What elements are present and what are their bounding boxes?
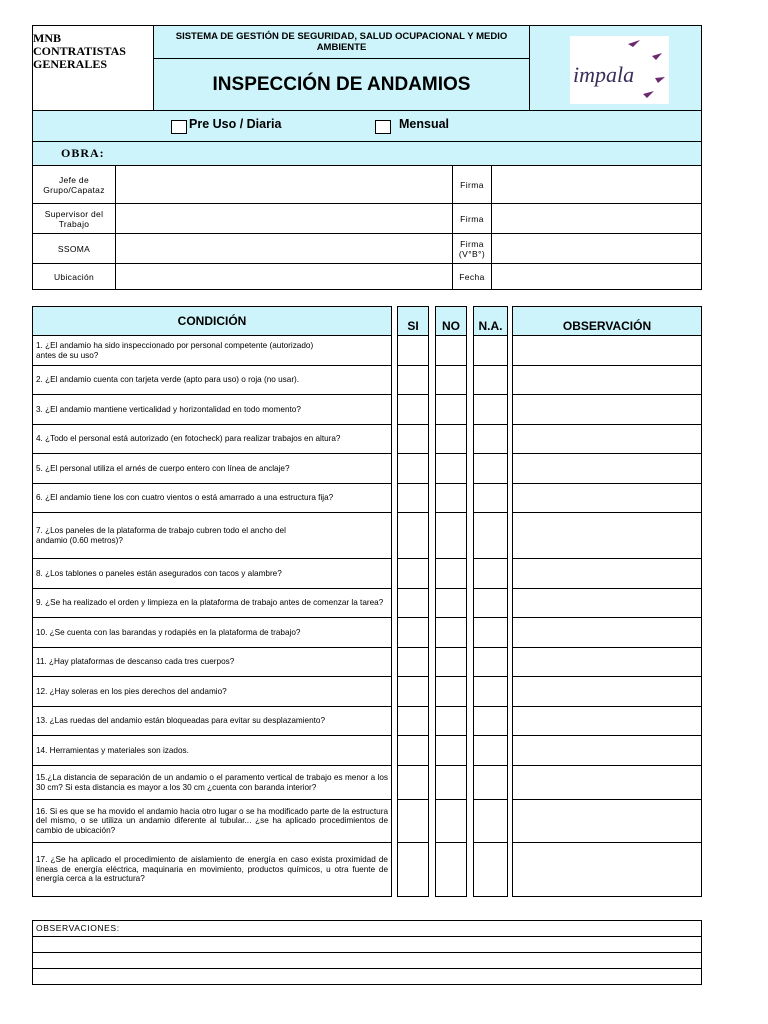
question-cell: [32, 765, 392, 800]
info-label-cell: [32, 203, 116, 234]
observation-cell[interactable]: [512, 335, 702, 366]
na-cell[interactable]: [473, 453, 508, 484]
no-cell[interactable]: [435, 765, 467, 800]
observation-cell[interactable]: [512, 617, 702, 648]
observation-header: OBSERVACIÓN: [512, 306, 702, 336]
info-signature-field[interactable]: [491, 165, 702, 204]
si-cell[interactable]: [397, 676, 429, 707]
question-cell: [32, 647, 392, 677]
si-header: SI: [397, 306, 429, 336]
info-value-field[interactable]: [115, 165, 453, 204]
observation-cell[interactable]: [512, 424, 702, 454]
question-cell: [32, 453, 392, 484]
question-cell: [32, 842, 392, 897]
na-cell[interactable]: [473, 335, 508, 366]
si-cell[interactable]: [397, 765, 429, 800]
si-cell[interactable]: [397, 735, 429, 766]
na-cell[interactable]: [473, 588, 508, 618]
question-cell: [32, 617, 392, 648]
info-value-field[interactable]: [115, 263, 453, 290]
na-cell[interactable]: [473, 617, 508, 648]
na-cell[interactable]: [473, 765, 508, 800]
si-cell[interactable]: [397, 799, 429, 843]
si-cell[interactable]: [397, 424, 429, 454]
pre-uso-label: Pre Uso / Diaria: [189, 117, 282, 131]
system-title: SISTEMA DE GESTIÓN DE SEGURIDAD, SALUD OCUPACIONAL Y MEDIO AMBIENTE: [153, 25, 530, 59]
question-text: 10. ¿Se cuenta con las barandas y rodapiés en la plataforma de trabajo?: [36, 627, 301, 637]
no-cell[interactable]: [435, 647, 467, 677]
na-cell[interactable]: [473, 483, 508, 513]
na-cell[interactable]: [473, 799, 508, 843]
na-cell[interactable]: [473, 394, 508, 425]
question-cell: [32, 483, 392, 513]
no-cell[interactable]: [435, 558, 467, 589]
question-cell: [32, 394, 392, 425]
question-text: 4. ¿Todo el personal está autorizado (en fotocheck) para realizar trabajos en altura?: [36, 434, 341, 444]
no-cell[interactable]: [435, 799, 467, 843]
info-label: Ubicación: [53, 271, 95, 282]
pre-uso-checkbox[interactable]: [171, 120, 187, 134]
no-cell[interactable]: [435, 706, 467, 736]
question-cell: [32, 676, 392, 707]
na-cell[interactable]: [473, 842, 508, 897]
mensual-checkbox[interactable]: [375, 120, 391, 134]
form-title: INSPECCIÓN DE ANDAMIOS: [153, 58, 530, 111]
question-cell: [32, 799, 392, 843]
no-cell[interactable]: [435, 735, 467, 766]
si-cell[interactable]: [397, 842, 429, 897]
observation-cell[interactable]: [512, 765, 702, 800]
company-line-3: GENERALES: [33, 57, 108, 71]
observation-cell[interactable]: [512, 676, 702, 707]
question-text: 15.¿La distancia de separación de un andamio o el paramento vertical de trabajo es menor a los 30 cm? Si esta distancia es mayor a los 30 cm ¿cuenta con baranda interior?: [36, 772, 388, 792]
question-cell: [32, 558, 392, 589]
obra-row: [32, 141, 702, 166]
observaciones-label: OBSERVACIONES:: [36, 923, 120, 933]
info-right-label-cell: [452, 165, 492, 204]
no-cell[interactable]: [435, 424, 467, 454]
condition-header: CONDICIÓN: [32, 306, 392, 336]
no-cell[interactable]: [435, 676, 467, 707]
si-cell[interactable]: [397, 365, 429, 395]
si-cell[interactable]: [397, 706, 429, 736]
na-cell[interactable]: [473, 424, 508, 454]
frequency-row: [32, 110, 702, 142]
info-signature-field[interactable]: [491, 233, 702, 264]
company-line-2: CONTRATISTAS: [33, 44, 126, 58]
info-label-cell: [32, 165, 116, 204]
observation-cell[interactable]: [512, 394, 702, 425]
na-cell[interactable]: [473, 558, 508, 589]
observaciones-line: [32, 936, 702, 937]
si-cell[interactable]: [397, 453, 429, 484]
no-cell[interactable]: [435, 335, 467, 366]
info-right-label: Firma: [460, 179, 484, 190]
question-text: 3. ¿El andamio mantiene verticalidad y horizontalidad en todo momento?: [36, 404, 301, 414]
question-cell: [32, 706, 392, 736]
question-cell: [32, 588, 392, 618]
question-cell: [32, 735, 392, 766]
no-cell[interactable]: [435, 453, 467, 484]
info-value-field[interactable]: [115, 233, 453, 264]
question-text: 2. ¿El andamio cuenta con tarjeta verde (apto para uso) o roja (no usar).: [36, 375, 300, 385]
question-text: 17. ¿Se ha aplicado el procedimiento de aislamiento de energía en caso exista proximidad de líneas de energía eléctrica, maquinaria en movimiento, productos químicos, u otra fuente de energía cerca a la estructura?: [36, 855, 388, 884]
question-cell: [32, 424, 392, 454]
observation-cell[interactable]: [512, 735, 702, 766]
si-cell[interactable]: [397, 558, 429, 589]
question-cell: [32, 335, 392, 366]
info-label: Supervisor del Trabajo: [44, 208, 104, 229]
info-right-label-cell: [452, 203, 492, 234]
question-text: 14. Herramientas y materiales son izados.: [36, 745, 189, 755]
obra-label: OBRA:: [61, 146, 105, 160]
observaciones-line: [32, 968, 702, 969]
no-cell[interactable]: [435, 588, 467, 618]
observation-cell[interactable]: [512, 842, 702, 897]
na-cell[interactable]: [473, 647, 508, 677]
info-signature-field[interactable]: [491, 203, 702, 234]
na-cell[interactable]: [473, 365, 508, 395]
na-cell[interactable]: [473, 676, 508, 707]
observation-cell[interactable]: [512, 512, 702, 559]
observation-cell[interactable]: [512, 558, 702, 589]
company-line-1: MNB: [33, 31, 61, 45]
info-right-label: Firma (V°B°): [458, 238, 486, 259]
observation-cell[interactable]: [512, 483, 702, 513]
si-cell[interactable]: [397, 617, 429, 648]
info-right-label-cell: [452, 263, 492, 290]
question-text: 7. ¿Los paneles de la plataforma de trabajo cubren todo el ancho del andamio (0.60 metros)?: [36, 525, 286, 545]
no-cell[interactable]: [435, 617, 467, 648]
question-cell: [32, 365, 392, 395]
info-signature-field[interactable]: [491, 263, 702, 290]
no-cell[interactable]: [435, 842, 467, 897]
impala-logo: [570, 36, 669, 104]
no-cell[interactable]: [435, 365, 467, 395]
question-text: 6. ¿El andamio tiene los con cuatro vientos o está amarrado a una estructura fija?: [36, 493, 334, 503]
observation-cell[interactable]: [512, 365, 702, 395]
info-right-label: Fecha: [459, 271, 485, 282]
info-label-cell: [32, 263, 116, 290]
info-label: Jefe de Grupo/Capataz: [43, 174, 105, 195]
no-cell[interactable]: [435, 483, 467, 513]
info-right-label: Firma: [460, 213, 484, 224]
info-label: SSOMA: [57, 243, 91, 254]
no-cell[interactable]: [435, 394, 467, 425]
observation-cell[interactable]: [512, 799, 702, 843]
si-cell[interactable]: [397, 335, 429, 366]
question-text: 5. ¿El personal utiliza el arnés de cuerpo entero con línea de anclaje?: [36, 463, 290, 473]
mensual-label: Mensual: [399, 117, 450, 131]
na-cell[interactable]: [473, 706, 508, 736]
observation-cell[interactable]: [512, 706, 702, 736]
info-label-cell: [32, 233, 116, 264]
question-text: 16. Si es que se ha movido el andamio hacia otro lugar o se ha modificado parte de la estructura del mismo, o se utiliza un andamio diferente al tubular... ¿se ha aplicado procedimientos de cambio de ubicación?: [36, 806, 388, 835]
na-cell[interactable]: [473, 512, 508, 559]
question-text: 12. ¿Hay soleras en los pies derechos del andamio?: [36, 686, 227, 696]
info-value-field[interactable]: [115, 203, 453, 234]
no-cell[interactable]: [435, 512, 467, 559]
si-cell[interactable]: [397, 512, 429, 559]
observation-cell[interactable]: [512, 453, 702, 484]
observaciones-line: [32, 952, 702, 953]
observation-cell[interactable]: [512, 588, 702, 618]
na-header: N.A.: [473, 306, 508, 336]
question-text: 9. ¿Se ha realizado el orden y limpieza en la plataforma de trabajo antes de comenzar la tarea?: [36, 598, 384, 608]
si-cell[interactable]: [397, 483, 429, 513]
si-cell[interactable]: [397, 588, 429, 618]
question-cell: [32, 512, 392, 559]
no-header: NO: [435, 306, 467, 336]
logo-text: impala: [573, 62, 635, 87]
question-text: 1. ¿El andamio ha sido inspeccionado por personal competente (autorizado) antes de su uso?: [36, 340, 314, 360]
question-text: 8. ¿Los tablones o paneles están asegurados con tacos y alambre?: [36, 568, 282, 578]
na-cell[interactable]: [473, 735, 508, 766]
question-text: 13. ¿Las ruedas del andamio están bloqueadas para evitar su desplazamiento?: [36, 716, 326, 726]
company-name: [32, 25, 154, 111]
question-text: 11. ¿Hay plataformas de descanso cada tres cuerpos?: [36, 657, 235, 667]
si-cell[interactable]: [397, 647, 429, 677]
observation-cell[interactable]: [512, 647, 702, 677]
si-cell[interactable]: [397, 394, 429, 425]
info-right-label-cell: [452, 233, 492, 264]
